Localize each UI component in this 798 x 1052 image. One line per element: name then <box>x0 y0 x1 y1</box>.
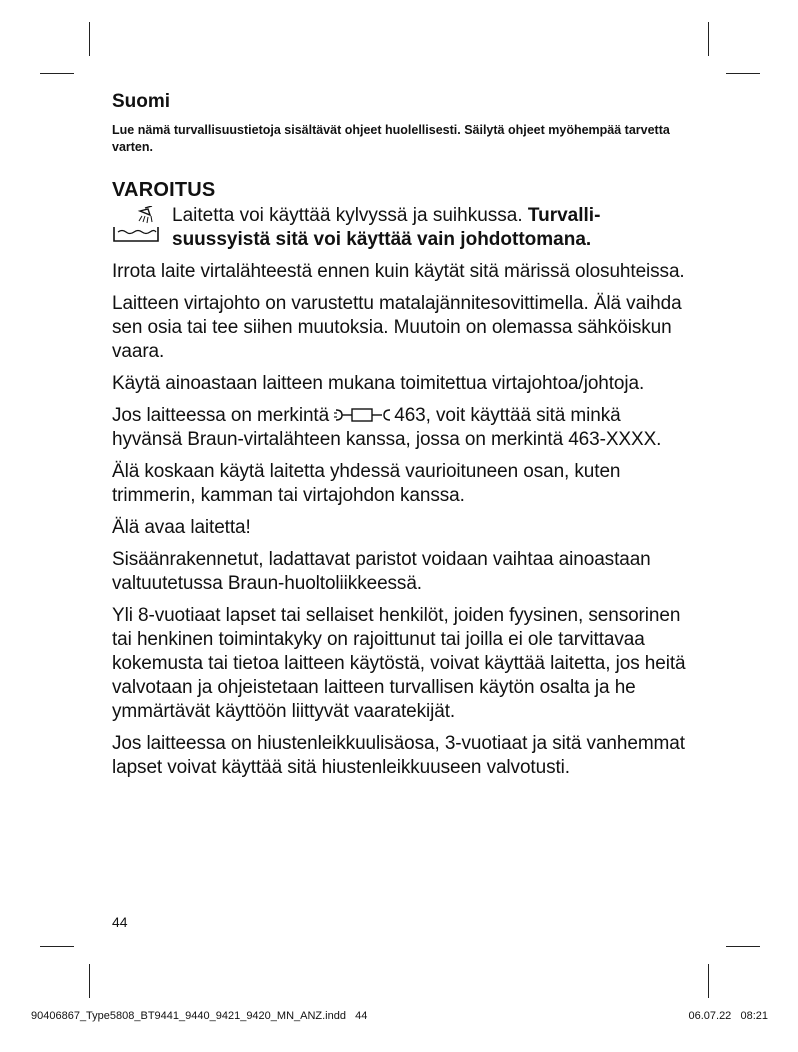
crop-mark-top-right-horizontal <box>726 73 760 74</box>
paragraph-5: Älä koskaan käytä laitetta yhdessä vaurioituneen osan, kuten trimmerin, kamman tai virtajohdon kanssa. <box>112 461 621 506</box>
crop-mark-bottom-left-horizontal <box>40 946 74 947</box>
crop-mark-top-left-vertical <box>89 22 90 56</box>
warning-bold-text: Turvallisuussyistä sitä voi käyttää vain johdottomana. <box>172 205 601 250</box>
warning-heading: VAROITUS <box>112 179 216 201</box>
page-number: 44 <box>112 914 128 930</box>
footer-file-name: 90406867_Type5808_BT9441_9440_9421_9420_MN_ANZ.indd 44 <box>31 1010 368 1022</box>
bath-shower-warning-text <box>172 204 687 252</box>
bath-shower-warning <box>112 204 687 252</box>
paragraph-4-before: Jos laitteessa on merkintä <box>112 405 335 426</box>
footer-datetime: 06.07.22 08:21 <box>688 1010 768 1022</box>
language-heading: Suomi <box>112 91 171 112</box>
paragraph-2: Laitteen virtajohto on varustettu matalajännitesovittimella. Älä vaihda sen osia tai tee siihen muutoksia. Muutoin on olemassa sähköiskun vaara. <box>112 293 682 362</box>
paragraph-8: Yli 8-vuotiaat lapset tai sellaiset henkilöt, joiden fyysinen, sensorinen tai henkinen toimintakyky on rajoittunut tai joilla ei ole tarvittavaa kokemusta tai tietoa laitteen käytöstä, voivat käyttää laitetta, jos heitä valvotaan ja ohjeistetaan laitteen turvallisen käytön osalta ja he ymmärtävät käyttöön liittyvät vaaratekijät. <box>112 605 686 722</box>
page-content <box>112 90 687 780</box>
paragraph-1: Irrota laite virtalähteestä ennen kuin käytät sitä märissä olosuhteissa. <box>112 261 685 282</box>
crop-mark-bottom-right-vertical <box>708 964 709 998</box>
crop-mark-top-left-horizontal <box>40 73 74 74</box>
power-supply-symbol-icon <box>334 406 394 424</box>
paragraph-4 <box>112 404 687 452</box>
intro-text: Lue nämä turvallisuustietoja sisältävät ohjeet huolellisesti. Säilytä ohjeet myöhempää tarvetta varten. <box>112 123 670 154</box>
crop-mark-top-right-vertical <box>708 22 709 56</box>
paragraph-9: Jos laitteessa on hiustenleikkuulisäosa, 3-vuotiaat ja sitä vanhemmat lapset voivat käyttää sitä hiustenleikkuuseen valvotusti. <box>112 733 685 778</box>
paragraph-6: Älä avaa laitetta! <box>112 517 251 538</box>
paragraph-4-after: 463, voit käyttää sitä minkä hyvänsä Braun-virtalähteen kanssa, jossa on merkintä 463-XXXX. <box>112 405 662 450</box>
warning-plain-text: Laitetta voi käyttää kylvyssä ja suihkussa. <box>172 205 528 226</box>
bath-shower-icon <box>112 206 162 244</box>
paragraph-7: Sisäänrakennetut, ladattavat paristot voidaan vaihtaa ainoastaan valtuutetussa Braun-huoltoliikkeessä. <box>112 549 651 594</box>
paragraph-3: Käytä ainoastaan laitteen mukana toimitettua virtajohtoa/johtoja. <box>112 373 645 394</box>
crop-mark-bottom-right-horizontal <box>726 946 760 947</box>
crop-mark-bottom-left-vertical <box>89 964 90 998</box>
